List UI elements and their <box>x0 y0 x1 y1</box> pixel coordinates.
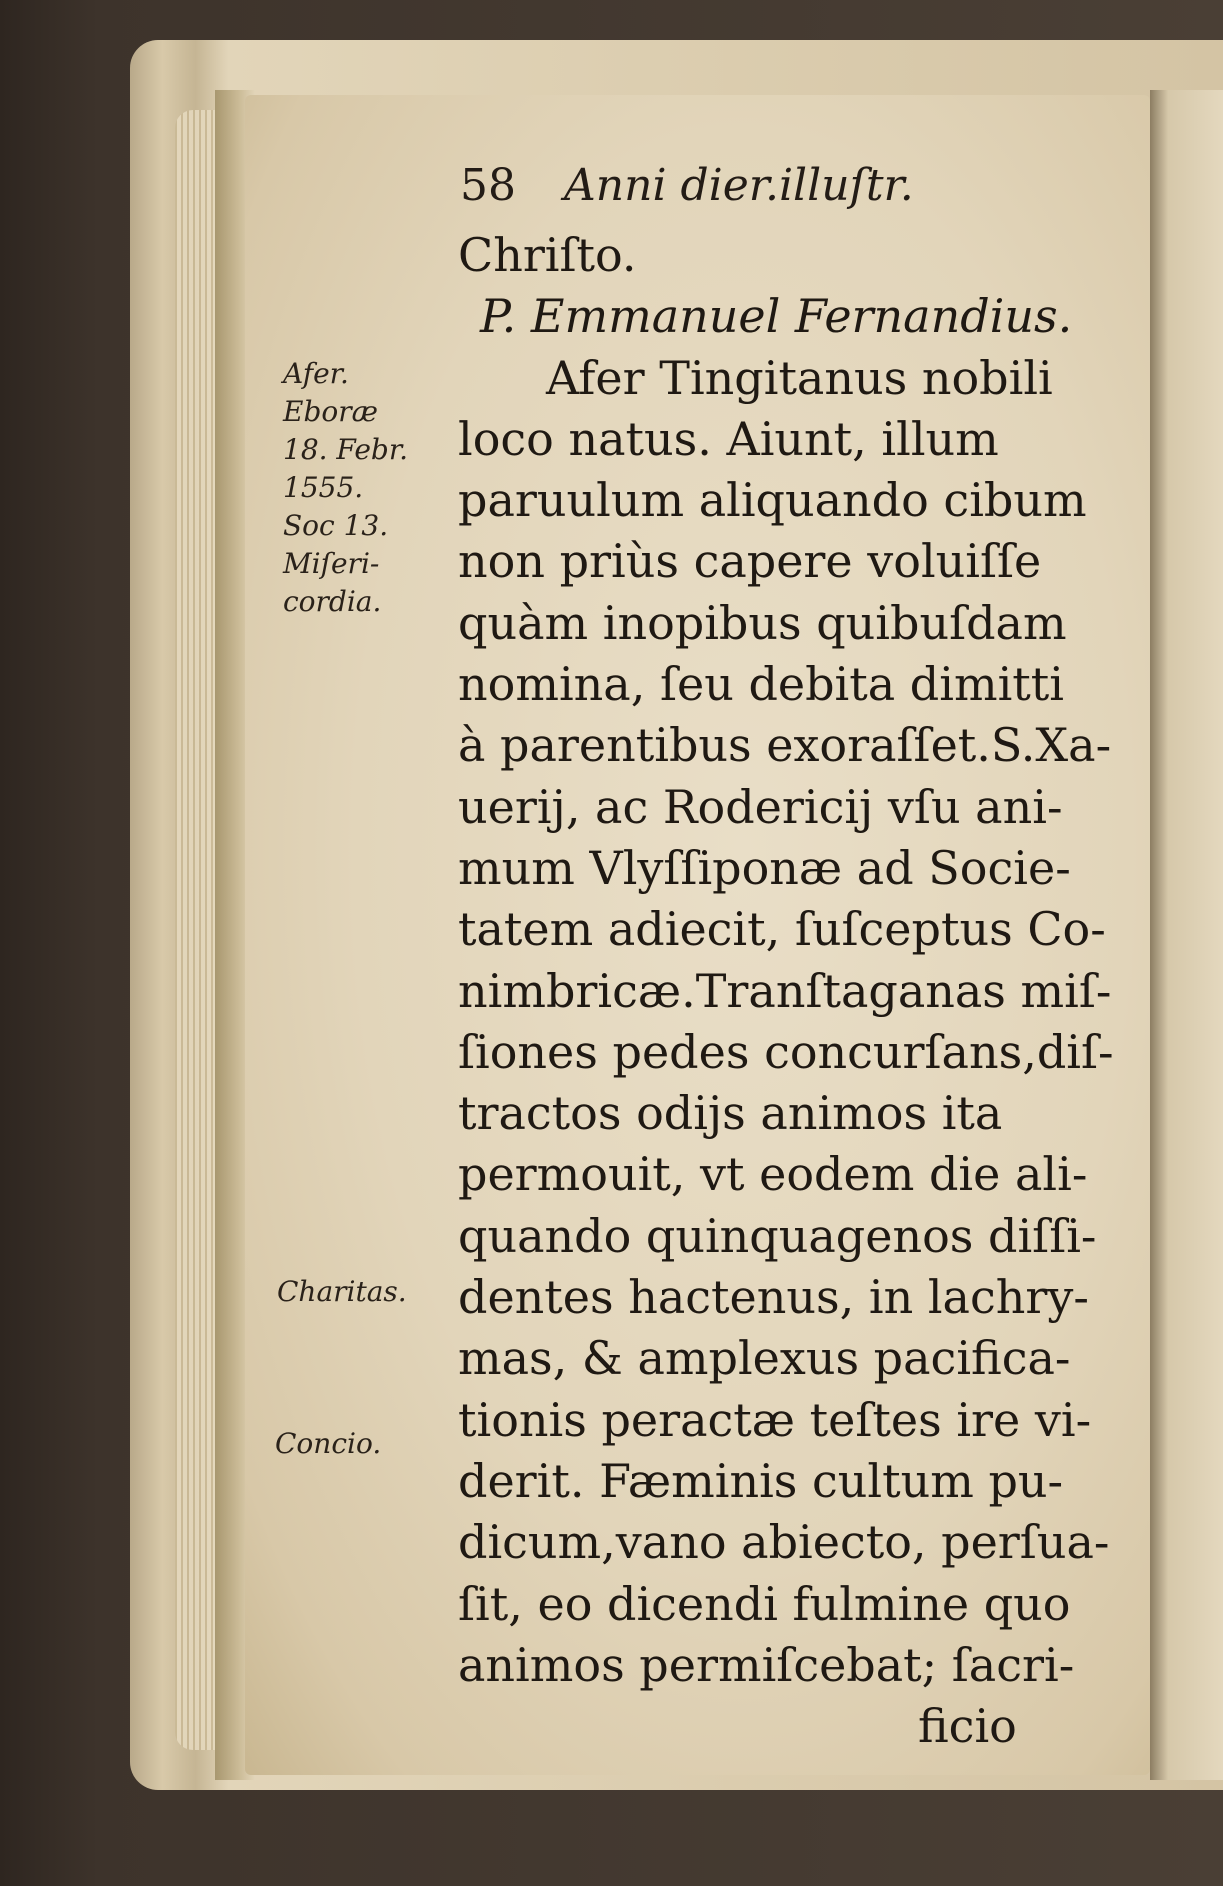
text-line: tionis peractæ teſtes ire vi- <box>458 1392 1092 1447</box>
text-line: Afer Tingitanus nobili <box>546 350 1053 405</box>
text-line: animos permiſcebat; ſacri- <box>458 1637 1075 1692</box>
text-line: ſit, eo dicendi fulmine quo <box>458 1576 1071 1631</box>
margin-line: Miſeri- <box>283 547 380 580</box>
text-line: tatem adiecit, ſuſceptus Co- <box>458 902 1106 957</box>
text-line: permouit, vt eodem die ali- <box>458 1147 1088 1202</box>
text-line: dicum,vano abiecto, perſua- <box>458 1515 1110 1570</box>
margin-line: 1555. <box>283 471 364 504</box>
text-line: paruulum aliquando cibum <box>458 473 1087 528</box>
text-line: mum Vlyſſiponæ ad Socie- <box>458 840 1071 895</box>
page-number: 58 <box>460 160 516 211</box>
text-line: quando quinquagenos diſſi- <box>458 1208 1097 1263</box>
section-heading: P. Emmanuel Fernandius. <box>480 289 1073 344</box>
running-title: Anni dier.illuſtr. <box>564 160 914 211</box>
margin-line: Afer. <box>283 357 349 390</box>
text-line: à parentibus exoraſſet.S.Xa- <box>458 718 1112 773</box>
running-header <box>460 160 914 211</box>
facing-page-edge <box>1150 90 1223 1780</box>
margin-note-concio: Concio. <box>275 1427 382 1460</box>
text-line: tractos odijs animos ita <box>458 1086 1003 1141</box>
margin-line: Soc 13. <box>283 509 389 542</box>
body-text <box>458 225 1114 1757</box>
text-line: uerij, ac Rodericij vſu ani- <box>458 779 1063 834</box>
text-line: Chriſto. <box>458 228 637 282</box>
text-line: loco natus. Aiunt, illum <box>458 411 999 466</box>
text-line: non priùs capere voluiſſe <box>458 534 1042 589</box>
margin-note-afer <box>283 355 408 621</box>
text-line: nimbricæ.Tranſtaganas miſ- <box>458 963 1112 1018</box>
text-line: quàm inopibus quibuſdam <box>458 595 1067 650</box>
margin-note-charitas: Charitas. <box>277 1275 407 1308</box>
text-line: derit. Fæminis cultum pu- <box>458 1453 1064 1508</box>
text-line: ſiones pedes concurſans,diſ- <box>458 1024 1114 1079</box>
margin-line: Eboræ <box>283 395 378 428</box>
margin-line: 18. Febr. <box>283 433 409 466</box>
text-line: nomina, ſeu debita dimitti <box>458 657 1064 712</box>
catchword: ficio <box>918 1699 1017 1754</box>
text-line: mas, & amplexus pacifica- <box>458 1331 1071 1386</box>
margin-line: cordia. <box>283 585 382 618</box>
text-line: dentes hactenus, in lachry- <box>458 1270 1089 1325</box>
